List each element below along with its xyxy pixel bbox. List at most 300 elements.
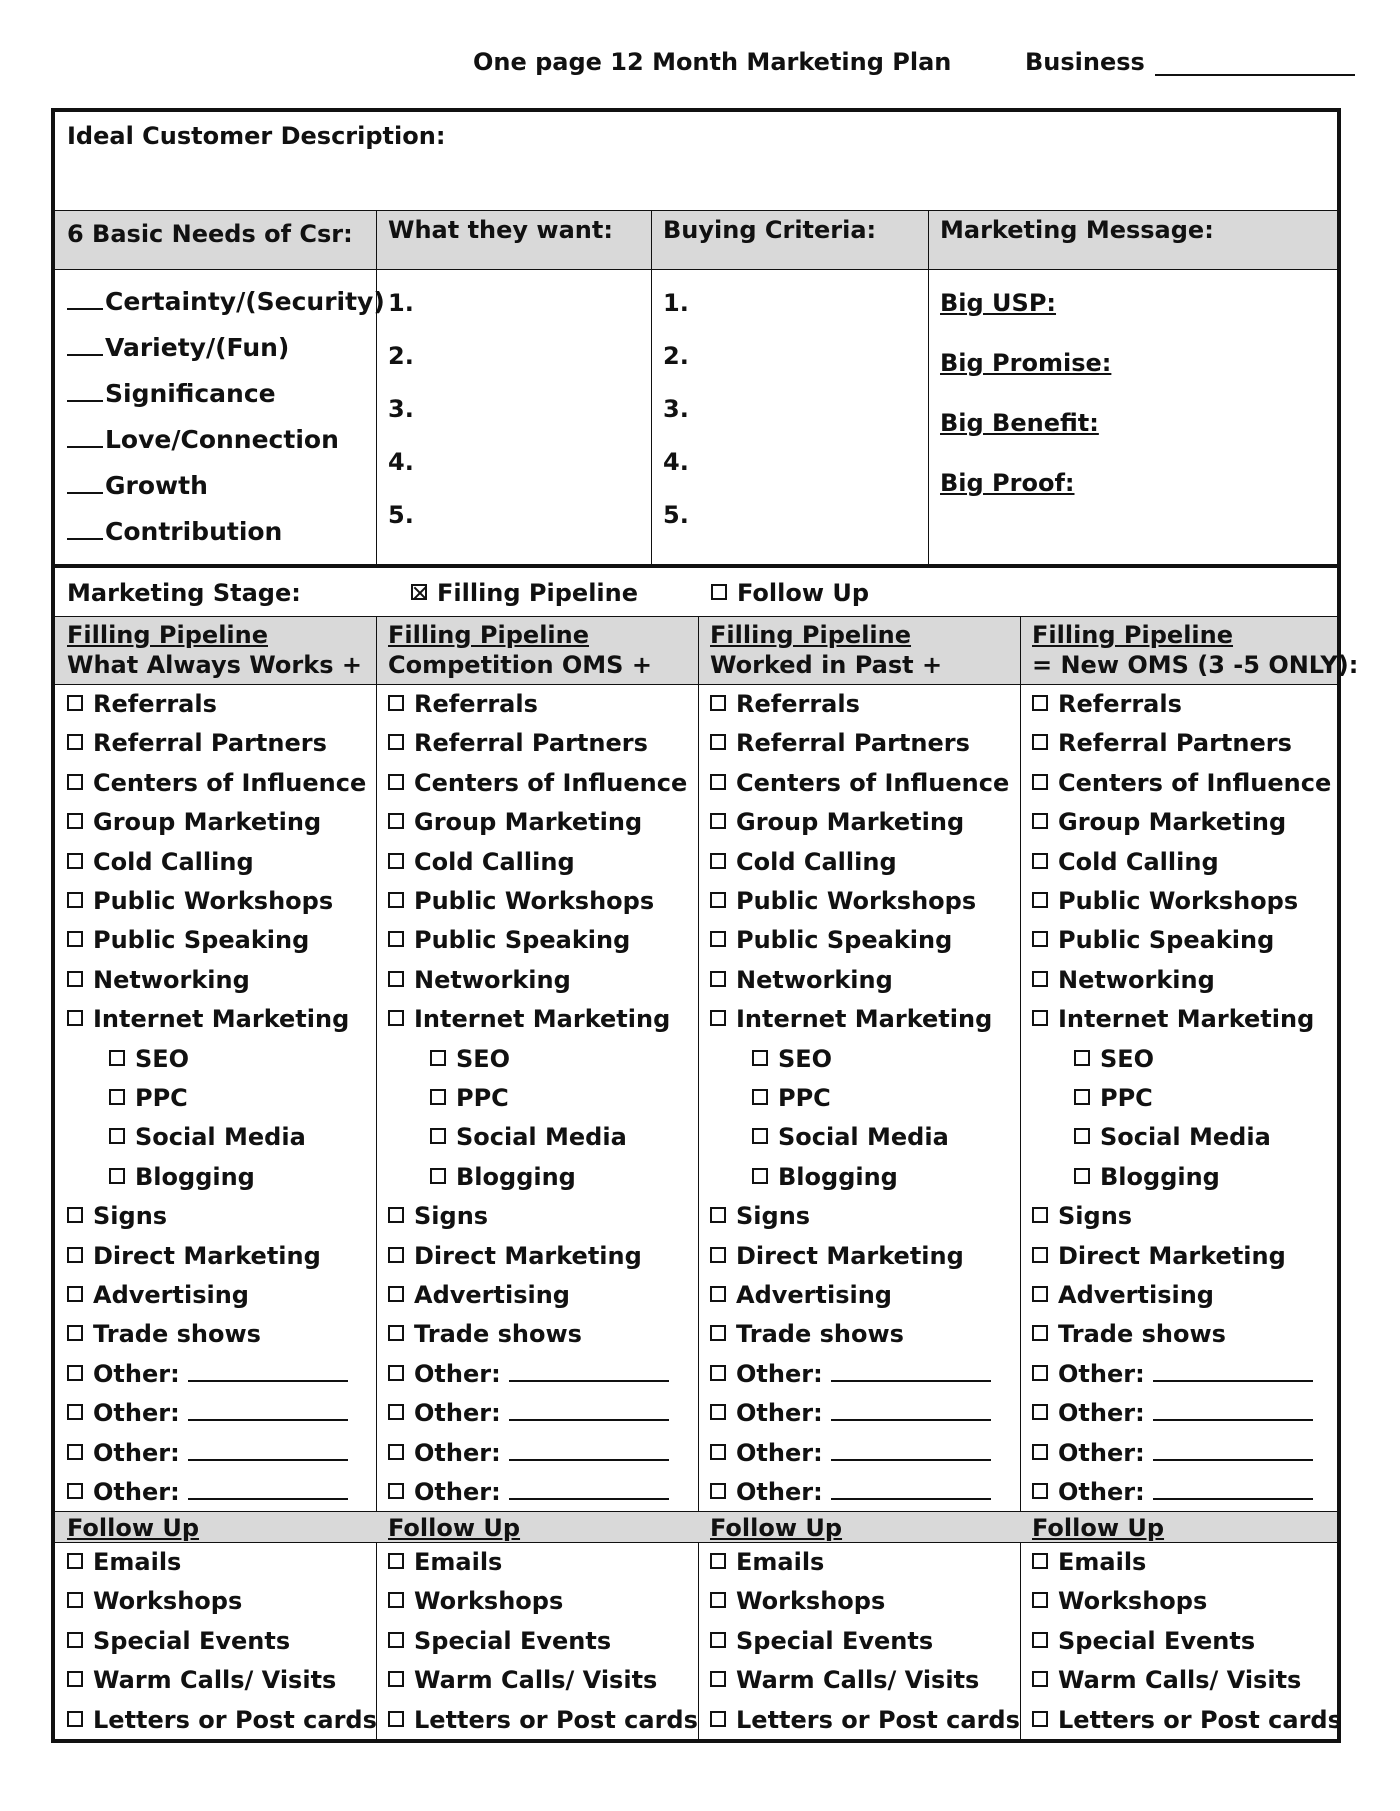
pipeline-item-label: Networking	[414, 965, 571, 994]
checkbox-icon[interactable]	[67, 695, 83, 711]
checkbox-icon[interactable]	[710, 813, 726, 829]
checkbox-icon[interactable]	[1032, 1632, 1048, 1648]
follow-up-item[interactable]	[710, 1706, 1020, 1734]
need-label: Love/Connection	[105, 425, 339, 454]
checkbox-icon[interactable]	[430, 1089, 446, 1105]
checkbox-icon[interactable]	[67, 1711, 83, 1727]
column-header-line1: Filling Pipeline	[1032, 621, 1234, 649]
pipeline-item[interactable]	[67, 1320, 261, 1348]
pipeline-item[interactable]	[388, 729, 648, 757]
follow-up-item[interactable]	[1032, 1666, 1301, 1694]
follow-up-item[interactable]	[388, 1587, 563, 1615]
pipeline-item[interactable]	[1032, 729, 1292, 757]
checkbox-icon[interactable]	[388, 1325, 404, 1341]
pipeline-item[interactable]	[710, 966, 893, 994]
need-item[interactable]	[67, 379, 276, 408]
checkbox-icon[interactable]	[109, 1128, 125, 1144]
stage-option-follow-up[interactable]: Follow Up	[711, 579, 869, 607]
pipeline-item[interactable]	[67, 887, 333, 915]
checked-box-icon[interactable]	[411, 584, 427, 600]
pipeline-item-label: Group Marketing	[1058, 808, 1287, 837]
checkbox-icon[interactable]	[1032, 971, 1048, 987]
pipeline-item[interactable]	[752, 1084, 831, 1112]
checkbox-icon[interactable]	[710, 1365, 726, 1381]
pipeline-item[interactable]	[1032, 848, 1219, 876]
checkbox-icon[interactable]	[1074, 1128, 1090, 1144]
checkbox-icon[interactable]	[109, 1089, 125, 1105]
pipeline-item-label: Cold Calling	[414, 847, 575, 876]
follow-up-item-label: Warm Calls/ Visits	[93, 1666, 337, 1695]
pipeline-item[interactable]	[1032, 1478, 1313, 1506]
business-field[interactable]	[1025, 48, 1355, 76]
pipeline-item[interactable]	[388, 690, 538, 718]
message-header: Marketing Message:	[940, 216, 1214, 244]
pipeline-item-label: Other:	[93, 1359, 180, 1388]
checkbox-icon[interactable]	[1032, 892, 1048, 908]
rank-blank[interactable]	[67, 382, 103, 402]
pipeline-item[interactable]	[388, 966, 571, 994]
pipeline-item-label: Cold Calling	[1058, 847, 1219, 876]
checkbox-icon[interactable]	[1032, 931, 1048, 947]
checkbox-icon[interactable]	[1032, 1671, 1048, 1687]
follow-up-item[interactable]	[388, 1706, 698, 1734]
write-in-line[interactable]	[831, 1478, 991, 1500]
pipeline-item-label: Other:	[1058, 1478, 1145, 1506]
checkbox-icon[interactable]	[1032, 1286, 1048, 1302]
pipeline-item-label: Other:	[736, 1478, 823, 1506]
pipeline-item[interactable]	[1032, 1360, 1313, 1388]
checkbox-icon[interactable]	[430, 1168, 446, 1184]
checkbox-icon[interactable]	[388, 1553, 404, 1569]
pipeline-item[interactable]	[67, 729, 327, 757]
checkbox-icon[interactable]	[1032, 1207, 1048, 1223]
checkbox-icon[interactable]	[388, 774, 404, 790]
pipeline-item-label: PPC	[1100, 1084, 1153, 1112]
checkbox-icon[interactable]	[388, 734, 404, 750]
pipeline-item[interactable]	[1032, 769, 1331, 797]
divider	[55, 1542, 1337, 1543]
checkbox-icon[interactable]	[710, 1444, 726, 1460]
checkbox-icon[interactable]	[710, 931, 726, 947]
checkbox-icon[interactable]	[1032, 734, 1048, 750]
pipeline-item[interactable]	[1032, 1242, 1286, 1270]
pipeline-item[interactable]	[67, 1360, 348, 1388]
pipeline-item[interactable]	[710, 1202, 810, 1230]
pipeline-item[interactable]	[752, 1045, 832, 1073]
pipeline-item[interactable]	[388, 887, 654, 915]
checkbox-icon[interactable]	[67, 1444, 83, 1460]
checkbox-icon[interactable]	[388, 1365, 404, 1381]
pipeline-item[interactable]	[1032, 1320, 1226, 1348]
checkbox-icon[interactable]	[710, 1671, 726, 1687]
pipeline-item-label: Advertising	[93, 1281, 249, 1309]
checkbox-icon[interactable]	[710, 1592, 726, 1608]
checkbox-icon[interactable]	[1032, 774, 1048, 790]
column-header	[67, 620, 362, 680]
pipeline-item[interactable]	[109, 1045, 189, 1073]
pipeline-item[interactable]	[388, 926, 630, 954]
pipeline-item[interactable]	[710, 1360, 991, 1388]
checkbox-icon[interactable]	[752, 1089, 768, 1105]
checkbox-icon[interactable]	[388, 1711, 404, 1727]
need-item[interactable]	[67, 517, 282, 546]
need-item[interactable]	[67, 425, 339, 454]
message-item: Big Promise:	[940, 349, 1112, 377]
checkbox-icon[interactable]	[67, 1404, 83, 1420]
pipeline-item-label: Group Marketing	[414, 808, 643, 837]
write-in-line[interactable]	[509, 1439, 669, 1461]
pipeline-item[interactable]	[388, 1320, 582, 1348]
pipeline-item[interactable]	[1032, 926, 1274, 954]
pipeline-item[interactable]	[752, 1123, 949, 1151]
pipeline-item[interactable]	[67, 1005, 349, 1033]
checkbox-icon[interactable]	[67, 1010, 83, 1026]
checkbox-icon[interactable]	[710, 1553, 726, 1569]
pipeline-item[interactable]	[1032, 1281, 1214, 1309]
follow-up-item[interactable]	[710, 1666, 979, 1694]
follow-up-item-label: Warm Calls/ Visits	[414, 1666, 658, 1695]
checkbox-icon[interactable]	[1074, 1168, 1090, 1184]
checkbox-icon[interactable]	[1032, 1711, 1048, 1727]
follow-up-item-label: Workshops	[1058, 1587, 1208, 1616]
pipeline-item-label: Social Media	[135, 1123, 306, 1152]
pipeline-item[interactable]	[1032, 1439, 1313, 1467]
rank-blank[interactable]	[67, 336, 103, 356]
write-in-line[interactable]	[831, 1399, 991, 1421]
pipeline-item-label: Referral Partners	[93, 729, 327, 758]
checkbox-icon[interactable]	[710, 1325, 726, 1341]
write-in-line[interactable]	[188, 1439, 348, 1461]
checkbox-icon[interactable]	[388, 1592, 404, 1608]
checkbox-icon[interactable]	[388, 971, 404, 987]
pipeline-item[interactable]	[710, 1478, 991, 1506]
pipeline-item[interactable]	[109, 1084, 188, 1112]
pipeline-item[interactable]	[1032, 808, 1286, 836]
need-item[interactable]	[67, 287, 385, 316]
column-header	[388, 620, 652, 680]
checkbox-icon[interactable]	[1032, 1483, 1048, 1499]
pipeline-item[interactable]	[710, 1399, 991, 1427]
pipeline-item[interactable]	[430, 1045, 510, 1073]
checkbox-icon[interactable]	[710, 1711, 726, 1727]
checkbox-icon[interactable]	[710, 971, 726, 987]
checkbox-icon[interactable]	[711, 584, 727, 600]
follow-up-item-label: Warm Calls/ Visits	[1058, 1666, 1302, 1695]
checkbox-icon[interactable]	[710, 853, 726, 869]
pipeline-item[interactable]	[710, 887, 976, 915]
pipeline-item[interactable]	[67, 1399, 348, 1427]
pipeline-item[interactable]	[1032, 1005, 1314, 1033]
checkbox-icon[interactable]	[67, 931, 83, 947]
pipeline-item[interactable]	[388, 1399, 669, 1427]
checkbox-icon[interactable]	[1032, 695, 1048, 711]
write-in-line[interactable]	[1153, 1478, 1313, 1500]
pipeline-item-label: Signs	[736, 1202, 811, 1231]
pipeline-item[interactable]	[1074, 1084, 1153, 1112]
checkbox-icon[interactable]	[109, 1168, 125, 1184]
need-label: Growth	[105, 471, 208, 500]
checkbox-icon[interactable]	[1032, 1404, 1048, 1420]
write-in-line[interactable]	[188, 1478, 348, 1500]
pipeline-item[interactable]	[430, 1084, 509, 1112]
pipeline-item[interactable]	[388, 1478, 669, 1506]
follow-up-item[interactable]	[67, 1706, 377, 1734]
pipeline-item[interactable]	[1074, 1123, 1271, 1151]
write-in-line[interactable]	[509, 1399, 669, 1421]
checkbox-icon[interactable]	[388, 1010, 404, 1026]
write-in-line[interactable]	[1153, 1439, 1313, 1461]
checkbox-icon[interactable]	[388, 931, 404, 947]
pipeline-item-label: Centers of Influence	[93, 768, 367, 797]
checkbox-icon[interactable]	[1032, 813, 1048, 829]
rank-blank[interactable]	[67, 290, 103, 310]
pipeline-item-label: Centers of Influence	[736, 768, 1010, 797]
follow-up-item[interactable]	[1032, 1627, 1255, 1655]
pipeline-item[interactable]	[710, 926, 952, 954]
pipeline-item[interactable]	[430, 1163, 576, 1191]
checkbox-icon[interactable]	[67, 774, 83, 790]
checkbox-icon[interactable]	[1032, 1325, 1048, 1341]
pipeline-item-label: Trade shows	[93, 1320, 261, 1349]
checkbox-icon[interactable]	[67, 853, 83, 869]
checkbox-icon[interactable]	[67, 1365, 83, 1381]
pipeline-item[interactable]	[710, 769, 1009, 797]
checkbox-icon[interactable]	[388, 853, 404, 869]
pipeline-item[interactable]	[388, 1005, 670, 1033]
pipeline-item-label: SEO	[135, 1044, 190, 1073]
pipeline-item-label: Public Workshops	[736, 887, 977, 915]
checkbox-icon[interactable]	[710, 695, 726, 711]
checkbox-icon[interactable]	[710, 1207, 726, 1223]
pipeline-item-label: Public Speaking	[414, 926, 631, 955]
checkbox-icon[interactable]	[67, 1286, 83, 1302]
pipeline-item[interactable]	[388, 769, 687, 797]
divider	[1020, 616, 1021, 1739]
follow-up-heading: Follow Up	[67, 1514, 200, 1542]
divider	[55, 269, 1337, 270]
follow-up-item[interactable]	[388, 1627, 611, 1655]
follow-up-item[interactable]	[1032, 1706, 1342, 1734]
write-in-line[interactable]	[509, 1360, 669, 1382]
checkbox-icon[interactable]	[430, 1050, 446, 1066]
checkbox-icon[interactable]	[388, 1671, 404, 1687]
pipeline-item[interactable]	[1032, 966, 1215, 994]
write-in-line[interactable]	[188, 1399, 348, 1421]
checkbox-icon[interactable]	[67, 734, 83, 750]
pipeline-item[interactable]	[1074, 1163, 1220, 1191]
needs-header: 6 Basic Needs of Csr:	[67, 220, 353, 248]
pipeline-item[interactable]	[67, 1478, 348, 1506]
rank-blank[interactable]	[67, 428, 103, 448]
pipeline-item[interactable]	[1032, 1202, 1132, 1230]
checkbox-icon[interactable]	[388, 892, 404, 908]
checkbox-icon[interactable]	[67, 1592, 83, 1608]
checkbox-icon[interactable]	[1074, 1050, 1090, 1066]
pipeline-item[interactable]	[109, 1123, 306, 1151]
pipeline-item[interactable]	[710, 690, 860, 718]
checkbox-icon[interactable]	[388, 1483, 404, 1499]
list-number: 4.	[388, 448, 414, 476]
follow-up-item[interactable]	[388, 1666, 657, 1694]
follow-up-item-label: Special Events	[93, 1626, 291, 1655]
checkbox-icon[interactable]	[710, 1286, 726, 1302]
write-in-line[interactable]	[188, 1360, 348, 1382]
pipeline-item[interactable]	[388, 1360, 669, 1388]
pipeline-item[interactable]	[67, 808, 321, 836]
checkbox-icon[interactable]	[1032, 1444, 1048, 1460]
pipeline-item[interactable]	[67, 1202, 167, 1230]
checkbox-icon[interactable]	[710, 774, 726, 790]
pipeline-item[interactable]	[67, 1281, 249, 1309]
checkbox-icon[interactable]	[1074, 1089, 1090, 1105]
pipeline-item[interactable]	[388, 848, 575, 876]
need-item[interactable]	[67, 471, 208, 500]
pipeline-item[interactable]	[388, 1281, 570, 1309]
checkbox-icon[interactable]	[388, 695, 404, 711]
pipeline-item[interactable]	[710, 1242, 964, 1270]
checkbox-icon[interactable]	[710, 1247, 726, 1263]
pipeline-item[interactable]	[1032, 887, 1298, 915]
stage-option-filling[interactable]: Filling Pipeline	[411, 579, 638, 607]
pipeline-item[interactable]	[388, 1242, 642, 1270]
pipeline-item[interactable]	[388, 1439, 669, 1467]
checkbox-icon[interactable]	[1032, 1592, 1048, 1608]
checkbox-icon[interactable]	[1032, 1553, 1048, 1569]
follow-up-item-label: Letters or Post cards	[736, 1705, 1020, 1734]
checkbox-icon[interactable]	[1032, 1247, 1048, 1263]
checkbox-icon[interactable]	[388, 1404, 404, 1420]
pipeline-item[interactable]	[67, 966, 250, 994]
follow-up-item[interactable]	[1032, 1587, 1207, 1615]
checkbox-icon[interactable]	[388, 813, 404, 829]
pipeline-item-label: Advertising	[1058, 1281, 1214, 1309]
pipeline-item[interactable]	[710, 1439, 991, 1467]
checkbox-icon[interactable]	[67, 1632, 83, 1648]
checkbox-icon[interactable]	[752, 1168, 768, 1184]
need-item[interactable]	[67, 333, 289, 362]
follow-up-item[interactable]	[67, 1627, 290, 1655]
list-number: 1.	[663, 289, 689, 317]
checkbox-icon[interactable]	[710, 1632, 726, 1648]
pipeline-item-label: Referrals	[1058, 690, 1182, 718]
checkbox-icon[interactable]	[430, 1128, 446, 1144]
checkbox-icon[interactable]	[752, 1050, 768, 1066]
pipeline-item[interactable]	[1074, 1045, 1154, 1073]
pipeline-item-label: Referral Partners	[414, 729, 648, 758]
follow-up-item[interactable]	[1032, 1548, 1146, 1576]
pipeline-item[interactable]	[710, 1005, 992, 1033]
write-in-line[interactable]	[831, 1360, 991, 1382]
checkbox-icon[interactable]	[388, 1632, 404, 1648]
rank-blank[interactable]	[67, 520, 103, 540]
pipeline-item[interactable]	[430, 1123, 627, 1151]
pipeline-item[interactable]	[710, 1281, 892, 1309]
follow-up-item-label: Letters or Post cards	[93, 1705, 377, 1734]
follow-up-item[interactable]	[388, 1548, 502, 1576]
checkbox-icon[interactable]	[752, 1128, 768, 1144]
follow-up-item-label: Warm Calls/ Visits	[736, 1666, 980, 1695]
pipeline-item-label: Signs	[1058, 1202, 1133, 1231]
checkbox-icon[interactable]	[710, 1404, 726, 1420]
pipeline-item[interactable]	[67, 926, 309, 954]
checkbox-icon[interactable]	[710, 1010, 726, 1026]
column-header-line2: Competition OMS +	[388, 651, 652, 679]
follow-up-item[interactable]	[67, 1548, 181, 1576]
checkbox-icon[interactable]	[710, 734, 726, 750]
pipeline-item[interactable]	[710, 848, 897, 876]
checkbox-icon[interactable]	[1032, 1365, 1048, 1381]
follow-up-item-label: Emails	[736, 1548, 825, 1576]
pipeline-item-label: Referrals	[93, 690, 217, 718]
pipeline-item[interactable]	[388, 808, 642, 836]
checkbox-icon[interactable]	[1032, 853, 1048, 869]
page-header	[0, 48, 1400, 88]
pipeline-item[interactable]	[67, 690, 217, 718]
write-in-line[interactable]	[1153, 1399, 1313, 1421]
pipeline-item[interactable]	[752, 1163, 898, 1191]
checkbox-icon[interactable]	[67, 1483, 83, 1499]
column-header-line2: = New OMS (3 -5 ONLY):	[1032, 651, 1359, 679]
follow-up-item[interactable]	[67, 1666, 336, 1694]
checkbox-icon[interactable]	[388, 1286, 404, 1302]
checkbox-icon[interactable]	[109, 1050, 125, 1066]
write-in-line[interactable]	[509, 1478, 669, 1500]
checkbox-icon[interactable]	[67, 892, 83, 908]
checkbox-icon[interactable]	[710, 892, 726, 908]
checkbox-icon[interactable]	[67, 971, 83, 987]
checkbox-icon[interactable]	[388, 1207, 404, 1223]
checkbox-icon[interactable]	[67, 1553, 83, 1569]
pipeline-item[interactable]	[67, 1242, 321, 1270]
pipeline-item-label: Other:	[1058, 1399, 1145, 1428]
checkbox-icon[interactable]	[67, 813, 83, 829]
follow-up-item[interactable]	[67, 1587, 242, 1615]
follow-up-item[interactable]	[710, 1587, 885, 1615]
write-in-line[interactable]	[831, 1439, 991, 1461]
pipeline-item[interactable]	[1032, 1399, 1313, 1427]
pipeline-item[interactable]	[67, 769, 366, 797]
checkbox-icon[interactable]	[67, 1325, 83, 1341]
follow-up-item[interactable]	[710, 1548, 824, 1576]
checkbox-icon[interactable]	[388, 1247, 404, 1263]
pipeline-item[interactable]	[710, 808, 964, 836]
follow-up-item[interactable]	[710, 1627, 933, 1655]
pipeline-item[interactable]	[67, 848, 254, 876]
pipeline-item[interactable]	[388, 1202, 488, 1230]
checkbox-icon[interactable]	[67, 1247, 83, 1263]
pipeline-item[interactable]	[710, 1320, 904, 1348]
checkbox-icon[interactable]	[67, 1207, 83, 1223]
list-number: 3.	[663, 395, 689, 423]
rank-blank[interactable]	[67, 474, 103, 494]
checkbox-icon[interactable]	[67, 1671, 83, 1687]
pipeline-item[interactable]	[1032, 690, 1182, 718]
stage-label: Marketing Stage:	[67, 579, 301, 607]
pipeline-item[interactable]	[109, 1163, 255, 1191]
list-number: 2.	[663, 342, 689, 370]
divider	[376, 616, 377, 1739]
checkbox-icon[interactable]	[1032, 1010, 1048, 1026]
write-in-line[interactable]	[1153, 1360, 1313, 1382]
pipeline-item[interactable]	[67, 1439, 348, 1467]
pipeline-item-label: Advertising	[414, 1281, 570, 1309]
pipeline-item-label: Internet Marketing	[414, 1005, 671, 1034]
pipeline-item-label: Cold Calling	[736, 847, 897, 876]
pipeline-item-label: SEO	[1100, 1044, 1155, 1073]
checkbox-icon[interactable]	[388, 1444, 404, 1460]
pipeline-item[interactable]	[710, 729, 970, 757]
checkbox-icon[interactable]	[710, 1483, 726, 1499]
